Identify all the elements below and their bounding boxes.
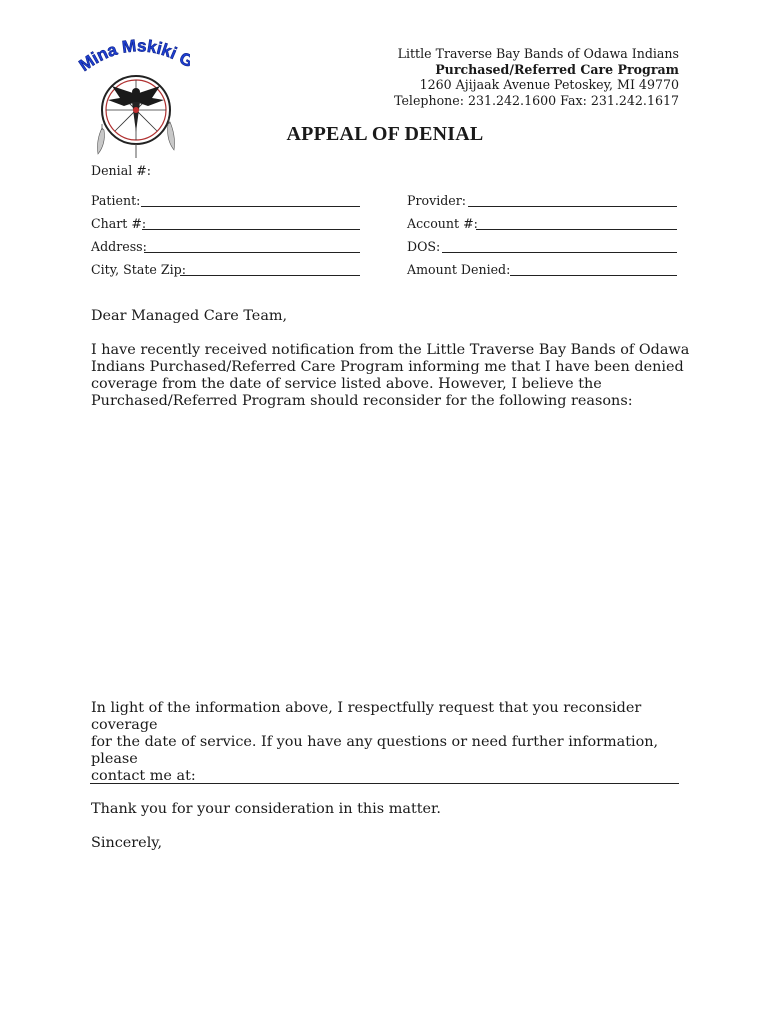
request-line: contact me at: (91, 768, 196, 784)
intro-line: I have recently received notification from the Little Traverse Bay Bands of Odawa (91, 342, 690, 358)
dos-label: DOS: (407, 239, 441, 254)
account-number-label: Account #: (407, 216, 478, 231)
program-name: Purchased/Referred Care Program (435, 61, 679, 77)
city-state-zip-field[interactable] (180, 275, 360, 276)
account-number-field[interactable] (476, 229, 677, 230)
logo-text: ina Mskiki (88, 36, 180, 68)
city-state-zip-label: City, State Zip: (91, 262, 186, 277)
page-title: APPEAL OF DENIAL (286, 123, 484, 145)
organization-phone: Telephone: 231.242.1600 Fax: 231.242.1617 (394, 92, 679, 108)
denial-number-label: Denial #: (91, 163, 152, 178)
letter-intro (91, 342, 691, 410)
amount-denied-label: Amount Denied: (407, 262, 511, 277)
organization-address: 1260 Ajijaak Avenue Petoskey, MI 49770 (419, 77, 679, 92)
svg-text:Mina Mskiki Gumik (78, 36, 190, 75)
request-line: In light of the information above, I respectfully request that you reconsider coverage (91, 700, 642, 733)
request-line: for the date of service. If you have any questions or need further information, please (91, 734, 659, 767)
amount-denied-field[interactable] (510, 275, 677, 276)
dos-field[interactable] (442, 252, 677, 253)
address-field[interactable] (144, 252, 360, 253)
chart-number-label: Chart #: (91, 216, 147, 231)
intro-line: coverage from the date of service listed above. However, I believe the (91, 376, 602, 392)
letter-request (91, 700, 691, 785)
contact-info-field[interactable] (90, 783, 679, 784)
patient-label: Patient: (91, 193, 141, 208)
letter-greeting: Dear Managed Care Team, (91, 308, 288, 324)
chart-number-field[interactable] (142, 229, 360, 230)
letter-thanks: Thank you for your consideration in this matter. (91, 801, 441, 817)
organization-name: Little Traverse Bay Bands of Odawa Indians (397, 46, 679, 61)
intro-line: Indians Purchased/Referred Care Program informing me that I have been denied (91, 359, 684, 375)
provider-label: Provider: (407, 193, 466, 208)
organization-header (394, 46, 679, 108)
address-label: Address: (91, 239, 147, 254)
provider-field[interactable] (468, 206, 677, 207)
intro-line: Purchased/Referred Program should reconsider for the following reasons: (91, 393, 633, 409)
letter-closing: Sincerely, (91, 835, 163, 851)
patient-field[interactable] (141, 206, 360, 207)
